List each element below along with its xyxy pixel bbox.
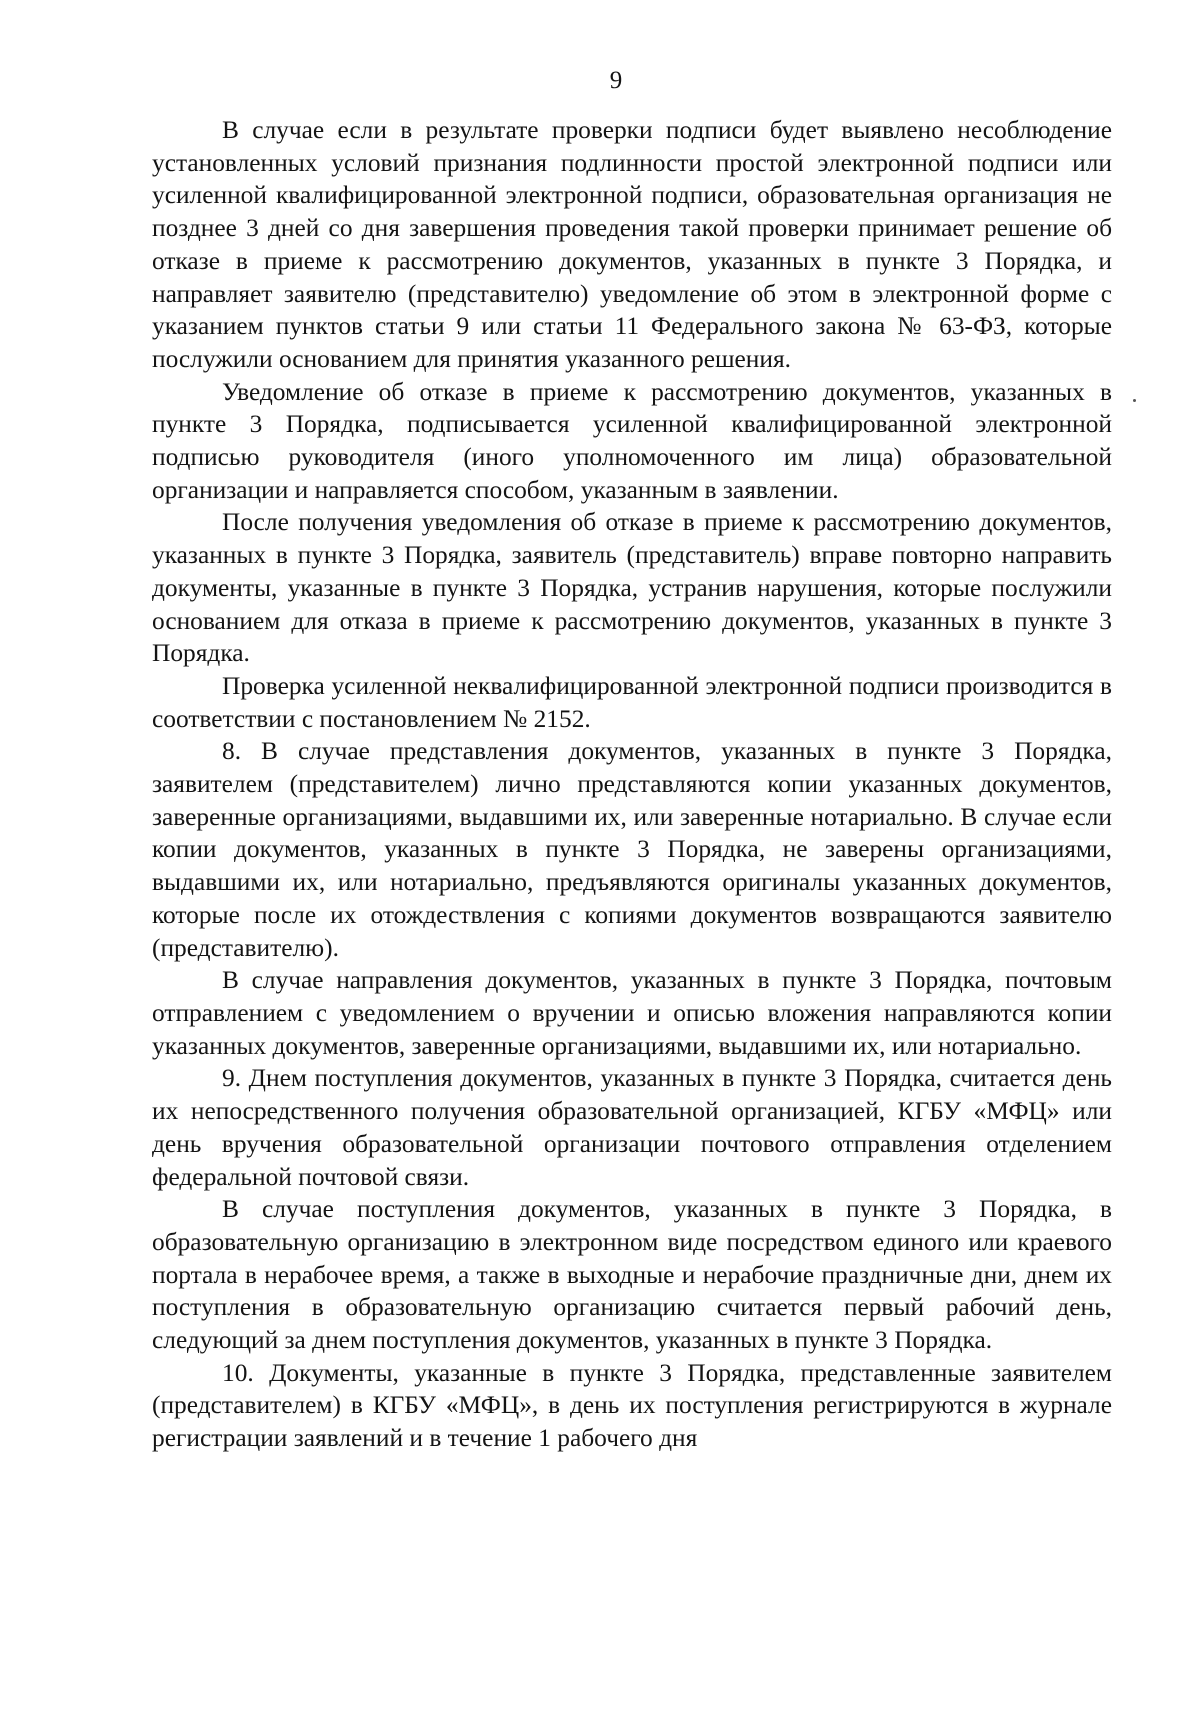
paragraph-refusal-notice-signing: Уведомление об отказе в приеме к рассмотрению документов, указанных в пункте 3 Порядка, подписывается усиленной квалифицированной электронной подписью руководителя (иного уполномоченного им лица) образовательной организации и направляется способом, указанным в заявлении. [152,377,1112,504]
paragraph-item-9: 9. Днем поступления документов, указанных в пункте 3 Порядка, считается день их непосредственного получения образовательной организацией, КГБУ «МФЦ» или день вручения образовательной организации почтового отправления отделением федеральной почтовой связи. [152,1064,1112,1191]
document-body [152,114,1112,1455]
paragraph-item-10: 10. Документы, указанные в пункте 3 Порядка, представленные заявителем (представителем) в КГБУ «МФЦ», в день их поступления регистрируются в журнале регистрации заявлений и в течение 1 рабочего дня [152,1358,1112,1453]
paragraph-postal-submission: В случае направления документов, указанных в пункте 3 Порядка, почтовым отправлением с уведомлением о вручении и описью вложения направляются копии указанных документов, заверенные организациями, выдавшими их, или нотариально. [152,966,1112,1060]
scan-speck [1133,399,1136,402]
paragraph-non-working-time-receipt: В случае поступления документов, указанных в пункте 3 Порядка, в образовательную организацию в электронном виде посредством единого или краевого портала в нерабочее время, а также в выходные и нерабочие праздничные дни, днем их поступления в образовательную организацию считается первый рабочий день, следующий за днем поступления документов, указанных в пункте 3 Порядка. [152,1195,1112,1355]
paragraph-signature-check-failure: В случае если в результате проверки подписи будет выявлено несоблюдение установленных условий признания подлинности простой электронной подписи или усиленной квалифицированной электронной подписи, образовательная организация не позднее 3 дней со дня завершения проведения такой проверки принимает решение об отказе в приеме к рассмотрению документов, указанных в пункте 3 Порядка, и направляет заявителю (представителю) уведомление об этом в электронной форме с указанием пунктов статьи 9 или статьи 11 Федерального закона № 63-ФЗ, которые послужили основанием для принятия указанного решения. [152,116,1112,373]
paragraph-resubmission: После получения уведомления об отказе в приеме к рассмотрению документов, указанных в пункте 3 Порядка, заявитель (представитель) вправе повторно направить документы, указанные в пункте 3 Порядка, устранив нарушения, которые послужили основанием для отказа в приеме к рассмотрению документов, указанных в пункте 3 Порядка. [152,508,1112,668]
paragraph-item-8: 8. В случае представления документов, указанных в пункте 3 Порядка, заявителем (представителем) лично представляются копии указанных документов, заверенные организациями, выдавшими их, или заверенные нотариально. В случае если копии документов, указанных в пункте 3 Порядка, не заверены организациями, выдавшими их, или нотариально, предъявляются оригиналы указанных документов, которые после их отождествления с копиями документов возвращаются заявителю (представителю). [152,737,1112,962]
page-number: 9 [609,67,623,94]
paragraph-unqualified-signature-check: Проверка усиленной неквалифицированной электронной подписи производится в соответствии с постановлением № 2152. [152,671,1112,733]
